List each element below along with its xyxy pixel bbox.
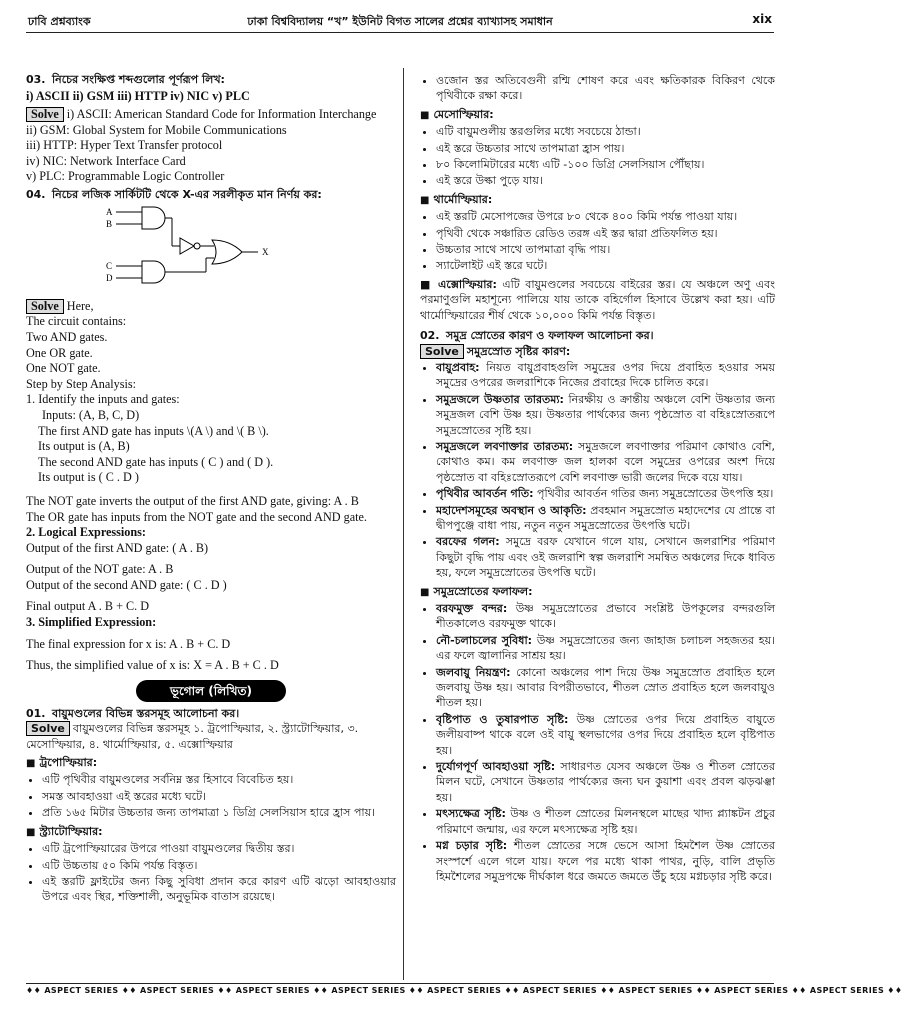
item-term: সমুদ্রজলে লবণাক্তার তারতম্য: — [436, 439, 574, 453]
list-item — [436, 838, 775, 884]
item-term: বরফের গলন: — [436, 535, 500, 549]
right-column — [420, 72, 775, 885]
troposphere-list — [26, 772, 396, 820]
question-03-title: নিচের সংক্ষিপ্ত শব্দগুলোর পূর্ণরূপ লিখ: — [52, 73, 225, 86]
item-text: উষ্ণ স্রোতের ওপর দিয়ে প্রবাহিত বায়ুতে জলীয়বাষ্প থাকে বলে ওই বায়ু স্থলভাগের ওপর দিয়ে প্রবাহিত হলে বৃষ্টিপাত হয়। — [436, 712, 775, 757]
list-item — [436, 486, 775, 501]
thermosphere-heading: ■ থার্মোস্ফিয়ার: — [420, 192, 775, 208]
q03-a3: iii) HTTP: Hyper Text Transfer protocol — [26, 138, 223, 153]
left-column — [26, 72, 396, 906]
list-item: • পৃথিবী থেকে সঞ্চারিত রেডিও তরঙ্গ এই স্তর দ্বারা প্রতিফলিত হয়। — [436, 226, 775, 241]
solve-badge: Solve — [26, 107, 64, 122]
effects-heading: ■ সমুদ্রস্রোতের ফলাফল: — [420, 584, 775, 600]
solve-badge: Solve — [26, 299, 64, 314]
list-item — [436, 759, 775, 805]
list-item — [436, 712, 775, 758]
solve-badge: Solve — [420, 344, 464, 359]
series-footer: ♦♦ ASPECT SERIES ♦♦ ASPECT SERIES ♦♦ ASPECT SERIES ♦♦ ASPECT SERIES ♦♦ ASPECT SERIES ♦♦ ASPECT SERIES ♦♦ ASPECT SERIES ♦♦ ASPECT SERIES ♦♦ ASPECT SERIES ♦♦ — [26, 983, 774, 998]
exosphere-heading: এক্সোস্ফিয়ার: — [438, 277, 497, 291]
stratosphere-heading: ■ স্ট্র্যাটোস্ফিয়ার: — [26, 824, 396, 840]
list-item: • ওজোন স্তর অতিবেগুনী রশ্মি শোষণ করে এবং ক্ষতিকারক বিকিরণ থেকে পৃথিবীকে রক্ষা করে। — [436, 73, 775, 104]
item-text: নিরক্ষীয় ও ক্রান্তীয় অঞ্চলে বেশি উষ্ণতার জন্য সমুদ্রজল বেশি উষ্ণ হয়। উষ্ণতার পার্থক্যের জন্য পৃষ্ঠস্রোত বা বহিঃস্রোতরূপে সমুদ্রস্রোতের সৃষ্টি হয়। — [436, 392, 775, 437]
list-item — [436, 601, 775, 632]
item-text: পৃথিবীর আবর্তন গতির জন্য সমুদ্রস্রোতের উৎপত্তি হয়। — [537, 487, 774, 501]
item-term: মগ্ন চড়ার সৃষ্টি: — [436, 839, 508, 853]
list-item: • স্যাটেলাইট এই স্তরে ঘটে। — [436, 258, 775, 273]
thermosphere-list — [420, 209, 775, 274]
list-item: • এটি বায়ুমণ্ডলীয় স্তরগুলির মধ্যে সবচেয়ে ঠান্ডা। — [436, 124, 775, 139]
list-item: • এটি ট্রপোস্ফিয়ারের উপরে পাওয়া বায়ুমণ্ডলের দ্বিতীয় স্তর। — [42, 841, 396, 856]
item-term: বায়ুপ্রবাহ: — [436, 360, 480, 374]
ozone-list — [420, 73, 775, 104]
list-item: • ৮০ কিলোমিটারের মধ্যে এটি -১০০ ডিগ্রি সেলসিয়াস পৌঁছায়। — [436, 157, 775, 172]
list-item — [436, 439, 775, 485]
question-02: 02. সমুদ্র স্রোতের কারণ ও ফলাফল আলোচনা কর। — [420, 329, 654, 343]
geography-section-banner: ভূগোল (লিখিত) — [136, 680, 286, 702]
item-term: দুর্যোগপূর্ণ আবহাওয়া সৃষ্টি: — [436, 760, 556, 774]
list-item — [436, 806, 775, 837]
list-item — [436, 360, 775, 391]
list-item: • এই স্তরে উল্কা পুড়ে যায়। — [436, 173, 775, 188]
item-term: মহাদেশসমূহের অবস্থান ও আকৃতি: — [436, 503, 587, 517]
list-item: • এই স্তরে উচ্চতার সাথে তাপমাত্রা হ্রাস পায়। — [436, 141, 775, 156]
q03-items: i) ASCII ii) GSM iii) HTTP iv) NIC v) PLC — [26, 89, 250, 104]
list-item: • এটি পৃথিবীর বায়ুমণ্ডলের সর্বনিম্ন স্তর হিসাবে বিবেচিত হয়। — [42, 772, 396, 787]
exosphere-text: এটি বায়ুমণ্ডলের সবচেয়ে বাইরের স্তর। যে অঞ্চলে অণু এবং পরমাণুগুলি মহাশূন্যে পালিয়ে যায় তাকে বহির্গোল হিসাবে উল্লেখ করা হয়। এটি থার্মোস্ফিয়ারের শীর্ষ থেকে ১০,০০০ কিমি পর্যন্ত বিস্তৃত। — [420, 277, 775, 322]
question-01: 01. বায়ুমণ্ডলের বিভিন্ন স্তরসমূহ আলোচনা কর। — [26, 706, 240, 720]
list-item — [436, 503, 775, 534]
question-01-title: বায়ুমণ্ডলের বিভিন্ন স্তরসমূহ আলোচনা কর। — [52, 706, 240, 720]
list-item: • সমস্ত আবহাওয়া এই স্তরের মধ্যে ঘটে। — [42, 789, 396, 804]
exosphere-paragraph: ■ এক্সোস্ফিয়ার: এটি বায়ুমণ্ডলের সবচেয়ে বাইরের স্তর। যে অঞ্চলে অণু এবং পরমাণুগুলি মহাশূন্যে পালিয়ে যায় তাকে বহির্গোল হিসাবে উল্লেখ করা হয়। এটি থার্মোস্ফিয়ারের শীর্ষ থেকে ১০,০০০ কিমি পর্যন্ত বিস্তৃত। — [420, 277, 775, 322]
q01-intro: Solve বায়ুমণ্ডলের বিভিন্ন স্তরসমূহ ১. ট্রপোস্ফিয়ার, ২. স্ট্র্যাটোস্ফিয়ার, ৩. মেসোস্ফিয়ার, ৪. থার্মোস্ফিয়ার, ৫. এক্সোস্ফিয়ার — [26, 722, 359, 751]
item-term: মৎস্যক্ষেত্র সৃষ্টি: — [436, 807, 506, 821]
item-text: উষ্ণ ও শীতল স্রোতের মিলনস্থলে মাছের খাদ্য প্ল্যাঙ্কটন প্রচুর পরিমাণে জন্মায়, এর ফলে মৎস্যক্ষেত্র সৃষ্টি হয়। — [436, 807, 776, 836]
stratosphere-list — [26, 841, 396, 905]
item-text: শীতল স্রোতের সঙ্গে ভেসে আসা হিমশৈল উষ্ণ স্রোতের সংস্পর্শে এলে গলে যায়। ফলে পর মধ্যে থাকা পাথর, নুড়ি, বালি প্রভৃতি হিমশৈলের সমুদ্রপক্ষে দীর্ঘকাল ধরে জমতে জমতে উঁচু হয়ে মগ্নচড়ার সৃষ্টি করে। — [436, 839, 775, 883]
list-item — [436, 633, 775, 664]
question-02-title: সমুদ্র স্রোতের কারণ ও ফলাফল আলোচনা কর। — [446, 329, 654, 343]
item-text: প্রবহমান সমুদ্রস্রোত মহাদেশের যে প্রান্তে বা দ্বীপপুঞ্জে বাধা পায়, নতুন নতুন সমুদ্রস্রোতের উৎপত্তি ঘটে। — [436, 503, 775, 532]
question-04-title: নিচের লজিক সার্কিটটি থেকে X-এর সরলীকৃত মান নির্ণয় কর: — [52, 187, 322, 201]
question-03: 03. নিচের সংক্ষিপ্ত শব্দগুলোর পূর্ণরূপ লিখ: — [26, 73, 225, 86]
input-c-label: C — [106, 261, 113, 272]
q03-answer — [26, 89, 396, 185]
output-x-label: X — [262, 247, 269, 258]
list-item: • উচ্চতার সাথে সাথে তাপমাত্রা বৃদ্ধি পায়। — [436, 242, 775, 257]
logic-circuit-diagram — [106, 204, 296, 290]
item-text: সমুদ্রজলে লবণাক্তার পরিমাণ কোথাও বেশি, কোথাও কম। কম লবণাক্ত জল হালকা বলে সমুদ্রের ওপরের অংশ দিয়ে পৃষ্ঠস্রোত বা বহিঃস্রোতরূপে বেশি লবণাক্ত ভারী জলের দিকে বয়ে যায়। — [436, 439, 775, 484]
input-d-label: D — [106, 273, 113, 284]
input-b-label: B — [106, 219, 113, 230]
item-term: পৃথিবীর আবর্তন গতি: — [436, 487, 534, 501]
mesosphere-heading: ■ মেসোস্ফিয়ার: — [420, 107, 775, 123]
item-term: বরফমুক্ত বন্দর: — [436, 602, 508, 615]
book-title: ঢাবি প্রশ্নব্যাংক — [28, 15, 91, 28]
page-header — [26, 10, 774, 33]
column-divider — [403, 68, 404, 980]
item-text: কোনো অঞ্চলের পাশ দিয়ে উষ্ণ সমুদ্রস্রোত প্রবাহিত হলে জলবায়ু উষ্ণ হয়। আবার বিপরীতভাবে, শীতল স্রোত প্রবাহিত হলে জলবায়ুও শীতল হয়। — [436, 665, 776, 710]
item-term: নৌ-চলাচলের সুবিধা: — [436, 633, 533, 647]
item-text: সাধারণত যেসব অঞ্চলে উষ্ণ ও শীতল স্রোতের মিলন ঘটে, সেখানে উষ্ণতার পার্থক্যের জন্য ঘন কুয়াশা এবং প্রবল ঝড়ঝঞ্ঝা হয়। — [436, 760, 775, 804]
item-text: নিয়ত বায়ুপ্রবাহগুলি সমুদ্রের ওপর দিয়ে প্রবাহিত হওয়ার সময় সমুদ্রের ওপরের জলরাশিকে নিজের প্রবাহের দিকে চালিত করে। — [436, 360, 775, 390]
solve-badge: Solve — [26, 721, 70, 736]
causes-heading: Solve সমুদ্রস্রোত সৃষ্টির কারণ: — [420, 344, 775, 359]
item-text: সমুদ্রে বরফ যেখানে গলে যায়, সেখানে জলরাশির পরিমাণ কিছুটা বৃদ্ধি পায় এবং ওই জলরাশি স্বল্প জলরাশি সমন্বিত অঞ্চলের দিকে ধাবিত হয়, ফলে সমুদ্রস্রোতের উৎপত্তি ঘটে। — [436, 535, 775, 580]
list-item: • প্রতি ১৬৫ মিটার উচ্চতার জন্য তাপমাত্রা ১ ডিগ্রি সেলসিয়াস হারে হ্রাস পায়। — [42, 805, 396, 820]
item-term: জলবায়ু নিয়ন্ত্রণ: — [436, 665, 511, 679]
list-item: • এটি উচ্চতায় ৫০ কিমি পর্যন্ত বিস্তৃত। — [42, 858, 396, 873]
question-04: 04. নিচের লজিক সার্কিটটি থেকে X-এর সরলীকৃত মান নির্ণয় কর: — [26, 187, 322, 201]
list-item — [436, 665, 775, 711]
page-number: xix — [752, 12, 772, 26]
q04-answer: Solve Here, The circuit contains: Two AND gates. One OR gate. One NOT gate. Step by Step Analysis: 1. Identify the inputs and gates: Inputs: (A, B, C, D) The first AND gate has inputs \(A \) and \( B \). Its output is (A, B) The second AND gate has inputs ( C ) and ( D ). Its output is ( C . D ) The NOT gate inverts the output of the first AND gate, giving: A . B The OR gate has inputs from the NOT gate and the second AND gate. 2. Logical Expressions: Output of the first AND gate: ( A . B) Output of the NOT gate: A . B Output of the second AND gate: ( C . D ) Final output A . B + C. D 3. Simplified Expression: The final expression for x is: A . B + C. D Thus, the simplified value of x is: X = A . B + C . D — [26, 298, 367, 673]
running-title: ঢাকা বিশ্ববিদ্যালয় “খ” ইউনিট বিগত সালের প্রশ্নের ব্যাখ্যাসহ সমাধান — [247, 15, 553, 28]
list-item: • এই স্তরটি মেসোপজের উপরে ৮০ থেকে ৪০০ কিমি পর্যন্ত পাওয়া যায়। — [436, 209, 775, 224]
input-a-label: A — [106, 207, 113, 218]
q03-a4: iv) NIC: Network Interface Card — [26, 153, 186, 168]
mesosphere-list — [420, 124, 775, 189]
causes-list — [420, 360, 775, 581]
item-text: উষ্ণ সমুদ্রস্রোতের জন্য জাহাজ চলাচল সহজতর হয়। এর ফলে জ্বালানির সাশ্রয় হয়। — [436, 633, 775, 663]
list-item: • এই স্তরটি ফ্লাইটের জন্য কিছু সুবিধা প্রদান করে কারণ এটি ঝড়ো আবহাওয়ার উপরে এবং স্থির, শক্তিশালী, অনুভূমিক বাতাস রয়েছে। — [42, 874, 396, 905]
troposphere-heading: ■ ট্রপোস্ফিয়ার: — [26, 755, 396, 771]
q03-a1: i) ASCII: American Standard Code for Information Interchange — [66, 107, 377, 121]
effects-list — [420, 601, 775, 884]
item-text: উষ্ণ সমুদ্রস্রোতের প্রভাবে সংশ্লিষ্ট উপকূলের বন্দরগুলি শীতকালেও বরফমুক্ত থাকে। — [436, 602, 776, 631]
list-item — [436, 534, 775, 580]
item-term: বৃষ্টিপাত ও তুষারপাত সৃষ্টি: — [436, 712, 569, 726]
list-item — [436, 392, 775, 438]
q03-a2: ii) GSM: Global System for Mobile Communications — [26, 122, 287, 137]
item-term: সমুদ্রজলে উষ্ণতার তারতম্য: — [436, 392, 564, 406]
q03-a5: v) PLC: Programmable Logic Controller — [26, 169, 225, 184]
